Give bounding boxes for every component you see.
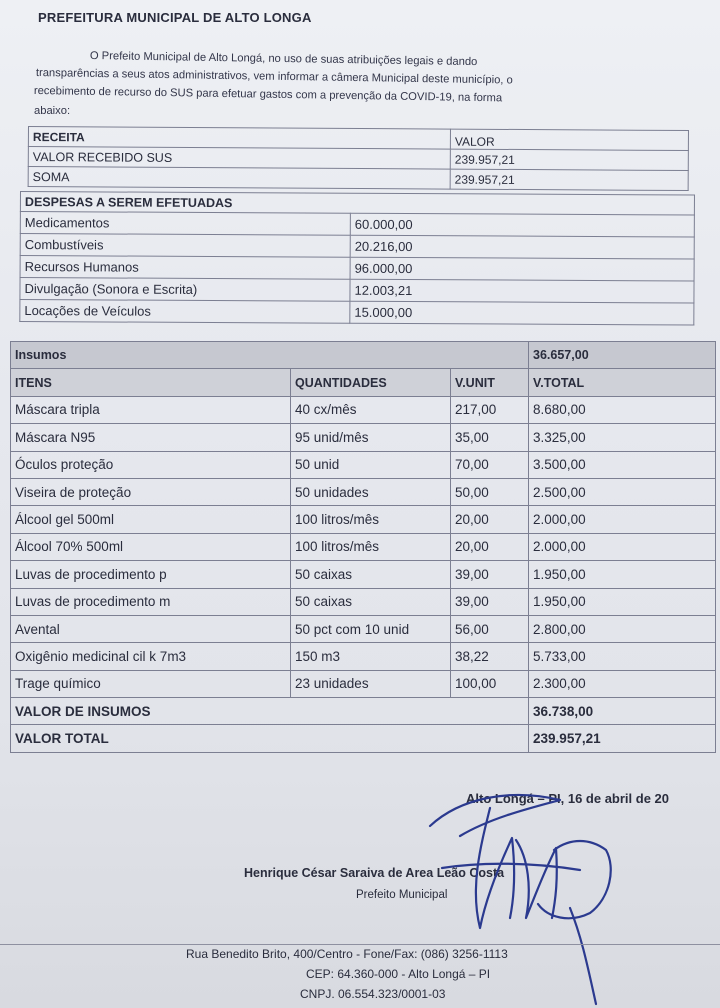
- insumo-total: 1.950,00: [529, 561, 716, 588]
- footer-divider: [0, 944, 720, 945]
- insumo-unit: 50,00: [451, 478, 529, 505]
- insumo-total: 5.733,00: [529, 643, 716, 670]
- insumo-item: Álcool gel 500ml: [11, 506, 291, 533]
- despesas-table: [19, 191, 695, 326]
- despesa-value: 20.216,00: [350, 235, 694, 259]
- despesa-row: [20, 300, 694, 326]
- despesa-label: Divulgação (Sonora e Escrita): [20, 278, 350, 302]
- insumo-total: 1.950,00: [529, 588, 716, 615]
- insumo-row: [11, 670, 716, 697]
- valor-insumos-value: 36.738,00: [529, 698, 716, 725]
- insumo-qty: 50 unid: [291, 451, 451, 478]
- insumo-item: Trage químico: [11, 670, 291, 697]
- insumo-unit: 20,00: [451, 533, 529, 560]
- insumo-unit: 217,00: [451, 396, 529, 423]
- column-header-vunit: V.UNIT: [451, 369, 529, 396]
- insumo-total: 3.500,00: [529, 451, 716, 478]
- intro-line-3: recebimento de recurso do SUS para efetuar gastos com a prevenção da COVID-19, na forma: [33, 85, 503, 105]
- insumo-qty: 95 unid/mês: [291, 424, 451, 451]
- insumo-qty: 40 cx/mês: [291, 396, 451, 423]
- despesa-value: 96.000,00: [350, 257, 694, 281]
- insumo-total: 2.800,00: [529, 615, 716, 642]
- receita-row: [28, 167, 688, 191]
- despesa-value: 15.000,00: [350, 301, 694, 325]
- insumos-title-row: [11, 342, 716, 369]
- intro-line-2: transparências a seus atos administrativos, vem informar a câmera Municipal deste município, o: [35, 67, 513, 87]
- insumo-row: [11, 643, 716, 670]
- insumo-unit: 56,00: [451, 615, 529, 642]
- insumos-column-headers: [11, 369, 716, 396]
- insumo-total: 2.500,00: [529, 478, 716, 505]
- insumo-qty: 100 litros/mês: [291, 533, 451, 560]
- signer-name: Henrique César Saraiva de Area Leão Costa: [244, 866, 505, 880]
- page-title: PREFEITURA MUNICIPAL DE ALTO LONGA: [38, 10, 312, 25]
- insumo-unit: 35,00: [451, 424, 529, 451]
- insumo-qty: 50 caixas: [291, 561, 451, 588]
- insumo-row: [11, 424, 716, 451]
- despesa-value: 12.003,21: [350, 279, 694, 303]
- insumo-row: [11, 588, 716, 615]
- valor-insumos-row: [11, 698, 716, 725]
- insumos-title-value: 36.657,00: [529, 342, 716, 369]
- insumo-qty: 100 litros/mês: [291, 506, 451, 533]
- insumo-row: [11, 506, 716, 533]
- insumo-item: Máscara N95: [11, 424, 291, 451]
- valor-total-value: 239.957,21: [529, 725, 716, 752]
- insumo-unit: 20,00: [451, 506, 529, 533]
- receita-table: [28, 126, 689, 191]
- insumo-item: Oxigênio medicinal cil k 7m3: [11, 643, 291, 670]
- insumo-row: [11, 533, 716, 560]
- insumo-unit: 38,22: [451, 643, 529, 670]
- insumo-row: [11, 396, 716, 423]
- insumo-row: [11, 478, 716, 505]
- insumo-total: 3.325,00: [529, 424, 716, 451]
- despesas-title: DESPESAS A SEREM EFETUADAS: [20, 192, 694, 216]
- insumo-item: Óculos proteção: [11, 451, 291, 478]
- insumo-unit: 70,00: [451, 451, 529, 478]
- insumo-unit: 39,00: [451, 561, 529, 588]
- insumo-unit: 100,00: [451, 670, 529, 697]
- insumo-qty: 150 m3: [291, 643, 451, 670]
- valor-total-row: [11, 725, 716, 752]
- despesa-value: 60.000,00: [350, 213, 694, 237]
- receita-value: 239.957,21: [450, 169, 688, 190]
- despesa-label: Recursos Humanos: [20, 256, 350, 280]
- insumo-total: 2.000,00: [529, 533, 716, 560]
- despesa-label: Medicamentos: [20, 212, 350, 236]
- receita-label: VALOR RECEBIDO SUS: [28, 147, 450, 170]
- column-header-quantidades: QUANTIDADES: [291, 369, 451, 396]
- footer-cnpj: CNPJ. 06.554.323/0001-03: [300, 987, 446, 1001]
- valor-insumos-label: VALOR DE INSUMOS: [11, 698, 529, 725]
- valor-total-label: VALOR TOTAL: [11, 725, 529, 752]
- insumo-total: 2.300,00: [529, 670, 716, 697]
- insumo-total: 8.680,00: [529, 396, 716, 423]
- insumo-item: Viseira de proteção: [11, 478, 291, 505]
- insumo-total: 2.000,00: [529, 506, 716, 533]
- receita-value: 239.957,21: [450, 149, 688, 170]
- insumo-qty: 23 unidades: [291, 670, 451, 697]
- despesa-label: Locações de Veículos: [20, 300, 350, 324]
- insumo-row: [11, 615, 716, 642]
- insumo-qty: 50 caixas: [291, 588, 451, 615]
- insumo-item: Avental: [11, 615, 291, 642]
- intro-line-4: abaixo:: [34, 105, 71, 117]
- insumos-table: [10, 341, 716, 753]
- insumo-item: Álcool 70% 500ml: [11, 533, 291, 560]
- despesa-label: Combustíveis: [20, 234, 350, 258]
- signer-role: Prefeito Municipal: [356, 889, 448, 901]
- insumo-row: [11, 451, 716, 478]
- receita-label: SOMA: [28, 167, 450, 190]
- insumo-unit: 39,00: [451, 588, 529, 615]
- insumo-item: Máscara tripla: [11, 396, 291, 423]
- column-header-vtotal: V.TOTAL: [529, 369, 716, 396]
- insumo-row: [11, 561, 716, 588]
- intro-line-1: O Prefeito Municipal de Alto Longá, no uso de suas atribuições legais e dando: [89, 50, 478, 69]
- insumo-qty: 50 pct com 10 unid: [291, 615, 451, 642]
- footer-cep: CEP: 64.360-000 - Alto Longá – PI: [306, 967, 491, 981]
- valor-header: VALOR: [450, 129, 688, 150]
- insumos-title: Insumos: [11, 342, 529, 369]
- insumo-qty: 50 unidades: [291, 478, 451, 505]
- insumo-item: Luvas de procedimento m: [11, 588, 291, 615]
- footer-address: Rua Benedito Brito, 400/Centro - Fone/Fax: (086) 3256-1113: [186, 947, 508, 961]
- receita-title: RECEITA: [28, 127, 450, 150]
- city-date: Alto Longá – PI, 16 de abril de 20: [466, 791, 669, 806]
- column-header-itens: ITENS: [11, 369, 291, 396]
- insumo-item: Luvas de procedimento p: [11, 561, 291, 588]
